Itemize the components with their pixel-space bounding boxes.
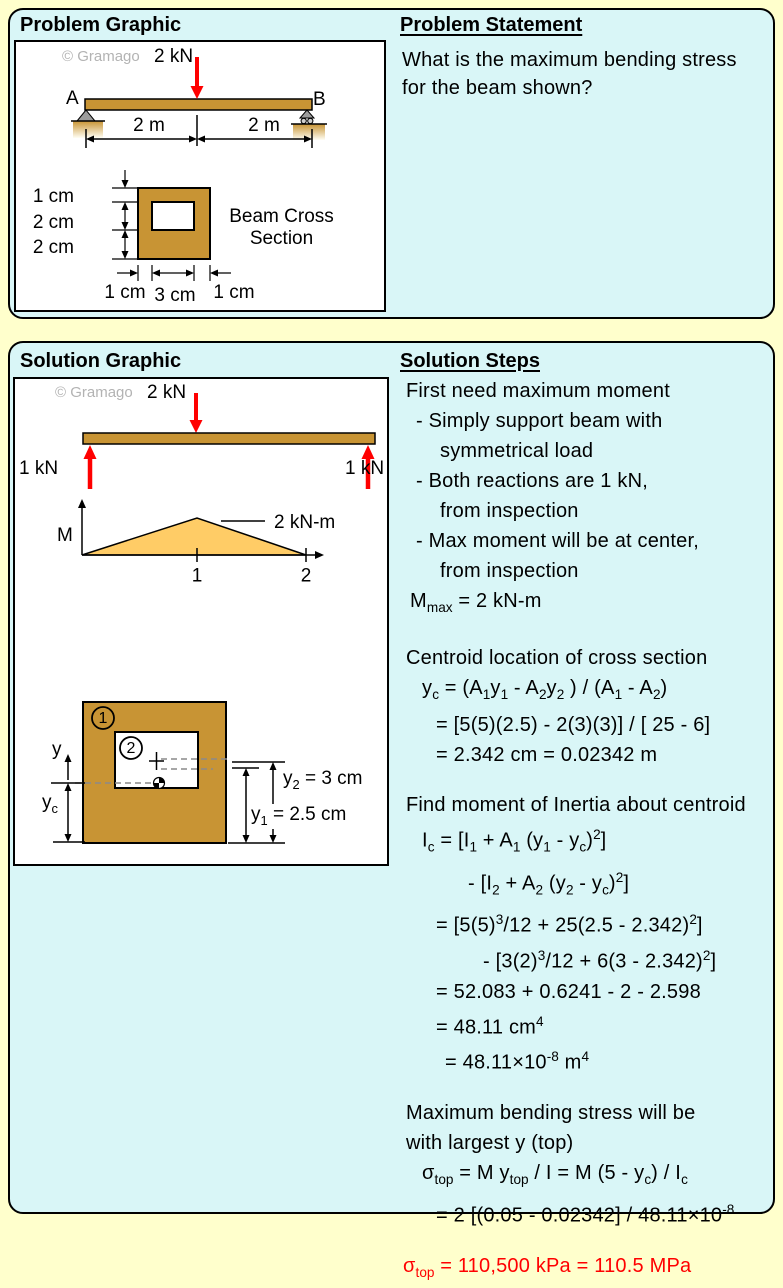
cs-dim-bleft-label: 1 cm: [104, 282, 146, 303]
area-2-number: 2: [126, 740, 136, 757]
solution-step-line: with largest y (top): [406, 1131, 574, 1154]
solution-step-line: - Both reactions are 1 kN,: [416, 470, 648, 492]
roller-support-b: [291, 110, 327, 140]
support-a-label: A: [66, 88, 79, 109]
moment-peak-label: 2 kN-m: [274, 512, 336, 533]
solution-step-line: $I_c = [I_1 + A_1$ $(y_1 - y_c)^2$]: [422, 827, 607, 855]
solution-step-line: - Simply support beam with: [416, 410, 663, 432]
solution-step-line: Find moment of Inertia about centroid: [406, 794, 746, 816]
solution-panel: [8, 341, 775, 1280]
solution-step-line: = 2 [$(0.05 - 0.02342] / 48.11\times 10^{-8}$: [436, 1201, 735, 1227]
solution-step-line: $\sigma_{top} = M$ $y_{top} / I = M$ $(5 - y_c) / I_c$: [422, 1161, 688, 1187]
beam: [83, 433, 375, 444]
span-right-label: 2 m: [248, 115, 280, 136]
problem-panel: [8, 8, 775, 319]
moment-tick-1: 1: [191, 565, 203, 587]
moment-diagram-triangle: [82, 518, 306, 555]
solution-step-line: $M_{max} = 2$ kN-m: [410, 590, 542, 615]
solution-step-line: First need maximum moment: [406, 380, 670, 402]
reaction-left-label: 1 kN: [19, 458, 59, 479]
problem-statement-title: Problem Statement: [400, 14, 583, 36]
pin-support-a: [71, 110, 105, 138]
problem-statement-text: [402, 46, 772, 102]
solution-graphic-title: Solution Graphic: [20, 350, 182, 372]
centroid-symbol: [154, 778, 165, 789]
solution-step-line: $\sigma_{top} = 110,500$ kPa = 110.5 MPa: [403, 1254, 692, 1280]
solution-step-line: from inspection: [440, 500, 579, 522]
yc-label: $y_c$: [42, 792, 58, 816]
support-b-label: B: [313, 89, 326, 110]
problem-graphic-box: [14, 40, 386, 312]
area-1-number: 1: [98, 710, 108, 727]
solution-step-line: = 52.083 + 0.6241 - 2 - 2.598: [436, 980, 701, 1003]
beam-diagram: [14, 40, 386, 312]
cs-dim-bright-label: 1 cm: [213, 282, 255, 303]
solution-steps-title: Solution Steps: [400, 350, 540, 372]
cs-dim-top-label: 1 cm: [32, 186, 74, 207]
watermark: © Gramago: [62, 48, 140, 65]
y1-y2-arrowheads: [243, 762, 277, 843]
solution-step-line: = $[5(5)^3/12 + 25(2.5 - 2.342)^2]$: [436, 912, 703, 937]
y-axis-label: y: [52, 739, 62, 760]
moment-axis-label: M: [57, 525, 73, 546]
solution-steps-list: [400, 376, 778, 1288]
cs-dim-bot-label: 2 cm: [32, 237, 74, 258]
solution-step-line: = 48.11 $cm^4$: [436, 1013, 544, 1039]
span-left-label: 2 m: [133, 115, 165, 136]
load-arrow: [190, 393, 203, 433]
moment-tick-2: 2: [300, 565, 312, 587]
y2-dim-label: $y_2 = 3$ cm: [283, 768, 363, 792]
load-label: 2 kN: [154, 46, 194, 67]
solution-step-line: = $48.11\times 10^{-8}$ $m^4$: [445, 1049, 590, 1074]
solution-step-line: $y_c = (A_1y_1 - A_2y_2$ ) / $(A_1 - A_2)$: [422, 677, 668, 702]
cs-dim-mid-label: 2 cm: [32, 212, 74, 233]
y1-dim-label: $y_1 = 2.5$ cm: [251, 804, 347, 828]
beam: [85, 99, 312, 110]
watermark: © Gramago: [55, 384, 133, 401]
cross-section-caption: [224, 206, 339, 250]
solution-step-line: symmetrical load: [440, 440, 594, 462]
cs-dim-bmid-label: 3 cm: [154, 285, 196, 306]
problem-graphic-title: Problem Graphic: [20, 14, 182, 36]
load-label: 2 kN: [147, 382, 187, 403]
statement-line: What is the maximum bending stress: [402, 49, 737, 71]
reaction-arrow-left: [84, 445, 97, 489]
solution-step-line: - [$I_2 + A_2$ $(y_2 - y_c)^2$]: [468, 869, 630, 898]
solution-step-line: Centroid location of cross section: [406, 647, 708, 669]
cross-section-hole: [152, 202, 194, 230]
statement-line: for the beam shown?: [402, 77, 593, 99]
reaction-right-label: 1 kN: [345, 458, 385, 479]
solution-step-line: - $[3(2)^3/12 + 6(3 - 2.342)^2]$: [483, 947, 717, 973]
solution-step-line: = 2.342 cm = 0.02342 m: [436, 744, 658, 766]
caption-line: Beam Cross: [229, 206, 334, 227]
solution-graphic-box: [13, 377, 389, 866]
solution-step-line: from inspection: [440, 560, 579, 582]
caption-line: Section: [249, 227, 314, 249]
y1-y2-dimensions: [228, 762, 285, 843]
solution-step-line: = [5(5)(2.5) - 2(3)(3)] / [ 25 - 6]: [436, 714, 711, 736]
solution-step-line: - Max moment will be at center,: [416, 530, 699, 552]
solution-step-line: Maximum bending stress will be: [406, 1101, 696, 1124]
